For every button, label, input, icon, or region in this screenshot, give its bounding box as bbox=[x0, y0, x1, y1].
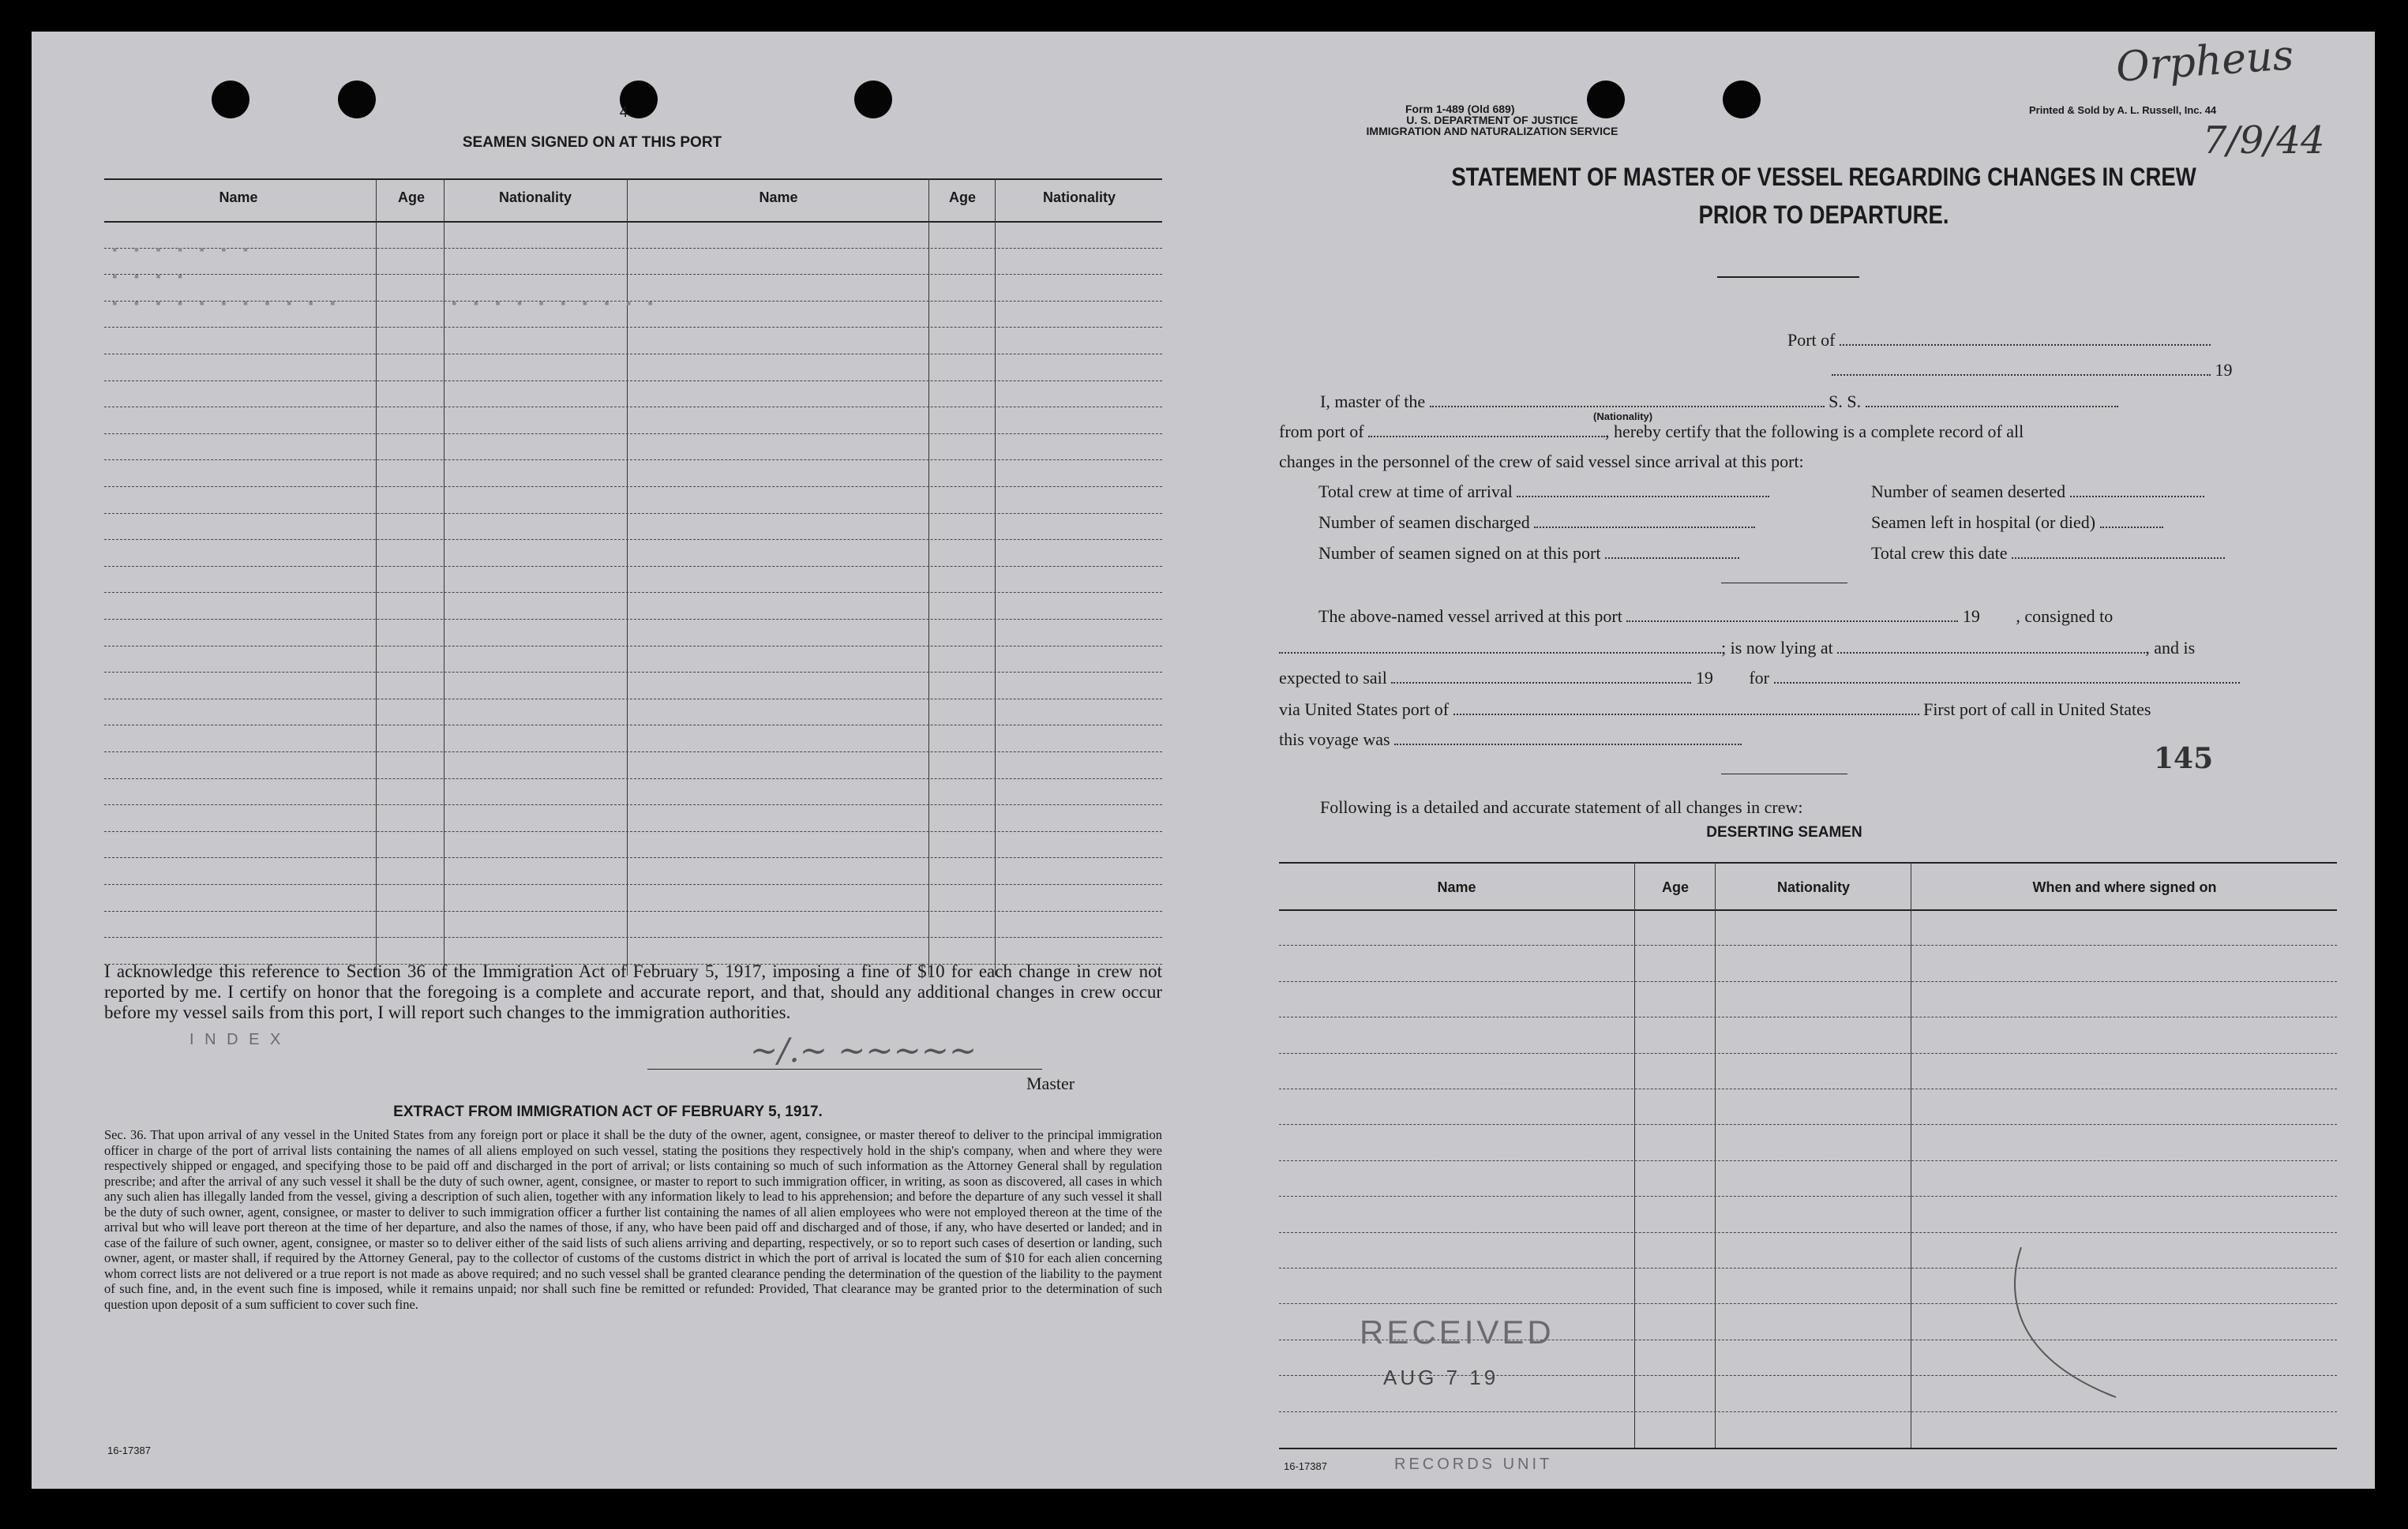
received-stamp: RECEIVED bbox=[1360, 1314, 1555, 1351]
acknowledgement-text: I acknowledge this reference to Section 36 of the Immigration Act of February 5, 1917, imposing a fine of $10 for each change in crew not reported by me. I certify on honor that the foregoing is a complete and accurate report, and that, should any additional changes in crew occur before my vessel sails from this port, I will report such changes to the immigration authorities. bbox=[104, 961, 1162, 1022]
signature-line bbox=[647, 1069, 1042, 1070]
column-age: Age bbox=[1661, 879, 1689, 895]
seamen-discharged-label: Number of seamen discharged bbox=[1318, 512, 1530, 532]
faint-entry: ▪ ▪ ▪ ▪ ▪ ▪ ▪ ▪ ▪ ▪ ▪ bbox=[111, 297, 339, 313]
faint-entry: ▪ ▪ ▪ ▪ ▪ ▪ ▪ ▪ ▪ ▪ bbox=[450, 297, 658, 313]
table-row-line bbox=[104, 274, 1162, 275]
column-divider bbox=[1715, 862, 1716, 1448]
total-crew-arrival-label: Total crew at time of arrival bbox=[1318, 482, 1513, 501]
pencil-mark bbox=[2005, 1247, 2132, 1405]
table-row-line bbox=[1279, 1268, 2337, 1269]
table-row-line bbox=[104, 857, 1162, 858]
seamen-deserted-label: Number of seamen deserted bbox=[1871, 482, 2066, 501]
table-row-line bbox=[104, 539, 1162, 540]
title-rule bbox=[1717, 276, 1859, 278]
seamen-hospital-row bbox=[1871, 512, 2163, 533]
total-crew-date-field bbox=[2012, 557, 2225, 559]
table-row-line bbox=[104, 459, 1162, 460]
seamen-hospital-label: Seamen left in hospital (or died) bbox=[1871, 512, 2096, 532]
received-date-stamp: AUG 7 19 bbox=[1383, 1366, 1499, 1389]
column-divider bbox=[376, 178, 377, 976]
destination-field bbox=[1774, 682, 2240, 684]
table-row-line bbox=[104, 380, 1162, 381]
table-row-line bbox=[104, 486, 1162, 487]
table-rule bbox=[1279, 1448, 2337, 1449]
master-of-label: I, master of the bbox=[1320, 392, 1426, 411]
column-age-1: Age bbox=[397, 189, 425, 205]
seamen-signed-on-label: Number of seamen signed on at this port bbox=[1318, 543, 1601, 563]
from-port-label: from port of bbox=[1279, 422, 1364, 441]
handwritten-date: 7/9/44 bbox=[2203, 118, 2325, 163]
punch-hole bbox=[1723, 81, 1761, 118]
table-row-line bbox=[1279, 1303, 2337, 1304]
table-row-line bbox=[1279, 1196, 2337, 1197]
table-row-line bbox=[1279, 945, 2337, 946]
table-row-line bbox=[104, 831, 1162, 832]
handwritten-vessel-name: Orpheus bbox=[2114, 32, 2296, 92]
via-row bbox=[1279, 699, 2151, 720]
table-row-line bbox=[104, 433, 1162, 434]
column-name: Name bbox=[1437, 879, 1476, 895]
punch-hole bbox=[854, 81, 892, 118]
nationality-field bbox=[1430, 406, 1825, 407]
table-row-line bbox=[104, 248, 1162, 249]
expected-date-field bbox=[1391, 682, 1691, 684]
nationality-caption: (Nationality) bbox=[1593, 410, 1653, 422]
date-row bbox=[1832, 360, 2233, 380]
for-label: for bbox=[1749, 668, 1769, 688]
records-unit-stamp: RECORDS UNIT bbox=[1394, 1456, 1553, 1473]
seamen-discharged-field bbox=[1534, 527, 1755, 528]
arrived-field bbox=[1626, 620, 1958, 622]
table-row-line bbox=[104, 937, 1162, 938]
certify-text: , hereby certify that the following is a complete record of all bbox=[1605, 422, 2024, 441]
page-number: 4 bbox=[619, 104, 628, 121]
arrived-row bbox=[1318, 606, 2113, 627]
lying-row bbox=[1279, 638, 2195, 658]
table-rule bbox=[1279, 862, 2337, 864]
form-title-line-2: PRIOR TO DEPARTURE. bbox=[1698, 200, 1949, 229]
seamen-hospital-field bbox=[2100, 527, 2163, 528]
lying-label: ; is now lying at bbox=[1721, 638, 1833, 658]
left-table-title: SEAMEN SIGNED ON AT THIS PORT bbox=[462, 134, 722, 151]
master-signature: ~/.~ ~~~~~ bbox=[750, 1031, 977, 1070]
left-form-code: 16-17387 bbox=[107, 1445, 151, 1456]
lying-at-field bbox=[1837, 652, 2145, 654]
and-is-label: , and is bbox=[2145, 638, 2196, 658]
master-label: Master bbox=[1026, 1074, 1075, 1093]
table-row-line bbox=[1279, 1411, 2337, 1412]
table-rule bbox=[1279, 909, 2337, 911]
faint-entry: ▪ ▪ ▪ ▪ bbox=[111, 270, 187, 286]
voyage-row bbox=[1279, 729, 1742, 750]
table-row-line bbox=[104, 327, 1162, 328]
faint-entry: ▪ ▪ ▪ ▪ ▪ ▪ ▪ bbox=[111, 243, 253, 259]
form-number: Form 1-489 (Old 689) bbox=[1405, 103, 1515, 115]
master-of-row bbox=[1320, 392, 2118, 412]
seamen-discharged-row bbox=[1318, 512, 1755, 533]
expected-label: expected to sail bbox=[1279, 668, 1387, 688]
seamen-deserted-field bbox=[2070, 496, 2204, 497]
table-row-line bbox=[1279, 1232, 2337, 1233]
following-text: Following is a detailed and accurate statement of all changes in crew: bbox=[1320, 797, 1803, 817]
expected-year-prefix: 19 bbox=[1695, 668, 1713, 688]
voyage-field bbox=[1394, 744, 1742, 745]
voyage-label: this voyage was bbox=[1279, 729, 1390, 749]
extract-text: Sec. 36. That upon arrival of any vessel in the United States from any foreign port or place it shall be the duty of the owner, agent, consignee, or master thereof to deliver to the principal immigration officer in charge of the port of arrival lists containing the names of all aliens employed on such vessel, stating the positions they respectively hold in the ship's company, when and where they were respectively shipped or engaged, and specifying those to be paid off and discharged in the port of arrival; or lists containing so much of such information as the Attorney General shall by regulation prescribe; and after the arrival of any such vessel it shall be the duty of such owner, agent, consignee, or master to report to such immigration officer, in writing, as soon as discovered, all cases in which any such alien has illegally landed from the vessel, giving a description of such alien, together with any information likely to lead to his apprehension; and before the departure of any such vessel it shall be the duty of such owner, agent, consignee, or master to deliver to such immigration officer a further list containing the names of all alien employees who were not employed thereon at the time of the arrival but who will leave port thereon at the time of her departure, and also the names of those, if any, who have been paid off and discharged and of those, if any, who have deserted or landed; and in case of the failure of such owner, agent, consignee, or master so to deliver either of the said lists of such aliens arriving and departing, respectively, or so to report such cases of desertion or landing, such owner, agent, or master shall, if required by the Attorney General, pay to the collector of customs of the customs district in which the port of arrival is located the sum of $10 for each alien concerning whom correct lists are not delivered or a true report is not made as above required; and no such vessel shall be granted clearance pending the determination of the question of the liability to the payment of such fine, and, in the event such fine is imposed, while it remains unpaid; nor shall such fine be remitted or refunded: Provided, That clearance may be granted prior to the determination of such question upon deposit of a sum sufficient to cover such fine. bbox=[104, 1127, 1162, 1312]
date-field bbox=[1832, 374, 2211, 376]
column-signed-on: When and where signed on bbox=[2032, 879, 2217, 895]
table-row-line bbox=[1279, 1053, 2337, 1054]
indexed-stamp: I N D E X bbox=[189, 1031, 284, 1048]
form-title-line-1: STATEMENT OF MASTER OF VESSEL REGARDING CHANGES IN CREW bbox=[1451, 163, 2196, 191]
ship-name-field bbox=[1866, 406, 2118, 407]
column-nationality-2: Nationality bbox=[1042, 189, 1116, 205]
arrived-label: The above-named vessel arrived at this port bbox=[1318, 606, 1622, 626]
column-name-2: Name bbox=[759, 189, 798, 205]
table-row-line bbox=[1279, 1160, 2337, 1161]
department: U. S. DEPARTMENT OF JUSTICE bbox=[1406, 114, 1578, 126]
port-of-row bbox=[1787, 330, 2211, 350]
changes-text: changes in the personnel of the crew of said vessel since arrival at this port: bbox=[1279, 452, 1804, 471]
year-prefix: 19 bbox=[2215, 360, 2233, 380]
column-age-2: Age bbox=[948, 189, 976, 205]
deserting-title: DESERTING SEAMEN bbox=[1706, 824, 1862, 841]
from-port-row bbox=[1279, 422, 2024, 442]
port-of-field bbox=[1840, 344, 2211, 346]
table-rule bbox=[104, 221, 1162, 223]
seamen-signed-on-field bbox=[1605, 557, 1739, 559]
consignee-field bbox=[1279, 652, 1721, 654]
ss-label: S. S. bbox=[1829, 392, 1862, 411]
total-crew-arrival-field bbox=[1517, 496, 1769, 497]
printer-credit: Printed & Sold by A. L. Russell, Inc. 44 bbox=[2029, 104, 2217, 116]
column-divider bbox=[995, 178, 996, 976]
total-crew-arrival-row bbox=[1318, 482, 1769, 502]
document-sheet bbox=[32, 32, 2375, 1489]
first-port-label: First port of call in United States bbox=[1923, 699, 2151, 719]
table-row-line bbox=[104, 751, 1162, 752]
table-row-line bbox=[104, 566, 1162, 567]
column-nationality: Nationality bbox=[1776, 879, 1850, 895]
extract-title: EXTRACT FROM IMMIGRATION ACT OF FEBRUARY 5, 1917. bbox=[393, 1104, 823, 1120]
table-row-line bbox=[104, 804, 1162, 805]
seamen-signed-on-row bbox=[1318, 543, 1739, 564]
seamen-deserted-row bbox=[1871, 482, 2204, 502]
table-row-line bbox=[1279, 981, 2337, 982]
table-row-line bbox=[104, 884, 1162, 885]
column-nationality-1: Nationality bbox=[498, 189, 572, 205]
service: IMMIGRATION AND NATURALIZATION SERVICE bbox=[1366, 125, 1618, 137]
column-divider bbox=[928, 178, 929, 976]
via-port-field bbox=[1453, 714, 1919, 715]
table-row-line bbox=[104, 672, 1162, 673]
table-row-line bbox=[104, 513, 1162, 514]
page-stamp-number: 145 bbox=[2154, 742, 2214, 775]
punch-hole bbox=[1587, 81, 1625, 118]
table-row-line bbox=[104, 619, 1162, 620]
table-rule bbox=[104, 178, 1162, 180]
table-row-line bbox=[1279, 1124, 2337, 1125]
arrived-year-prefix: 19 bbox=[1962, 606, 1980, 626]
right-form-code: 16-17387 bbox=[1284, 1460, 1327, 1472]
column-divider bbox=[1634, 862, 1635, 1448]
table-row-line bbox=[104, 592, 1162, 593]
column-name-1: Name bbox=[219, 189, 258, 205]
table-row-line bbox=[104, 778, 1162, 779]
punch-hole bbox=[338, 81, 376, 118]
consigned-label: , consigned to bbox=[2016, 606, 2114, 626]
expected-row bbox=[1279, 668, 2240, 688]
table-row-line bbox=[104, 911, 1162, 912]
from-port-field bbox=[1368, 436, 1605, 437]
port-of-label: Port of bbox=[1787, 330, 1836, 350]
total-crew-date-row bbox=[1871, 543, 2225, 564]
via-label: via United States port of bbox=[1279, 699, 1450, 719]
total-crew-date-label: Total crew this date bbox=[1871, 543, 2008, 563]
punch-hole bbox=[212, 81, 249, 118]
